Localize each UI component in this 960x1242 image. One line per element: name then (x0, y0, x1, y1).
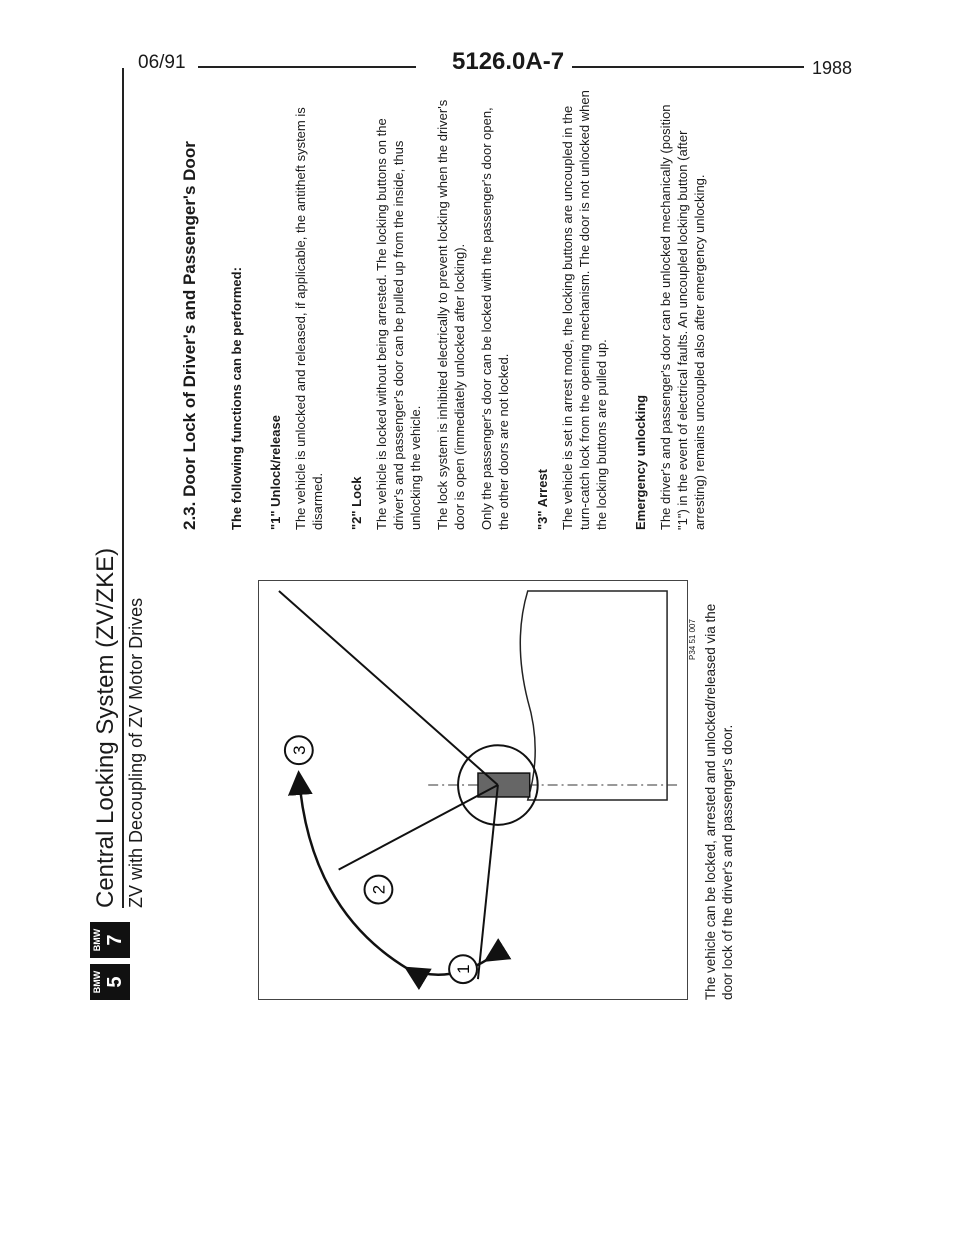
lock-text-2: The lock system is inhibited electrically to prevent locking when the driver's door is open (immediately unlocked after locking). (435, 99, 467, 530)
figure-caption: The vehicle can be locked, arrested and unlocked/released via the door lock of the driver's and passenger's door. (703, 603, 735, 1000)
badge-brand: BMW (92, 970, 102, 994)
header-document-code: 5126.0A-7 (452, 48, 565, 75)
marker-3-label: 3 (289, 745, 309, 755)
unlock-heading: "1" Unlock/release (268, 415, 283, 530)
lock-text-1: The vehicle is locked without being arrested. The locking buttons on the driver's and passenger's door can be pulled up from the inside, thus unlocking the vehicle. (374, 118, 423, 530)
badge-series: 5 (104, 976, 126, 988)
bmw-5-badge (90, 964, 130, 1000)
header-rule-left (198, 66, 416, 68)
section-intro: The following functions can be performed: (229, 267, 244, 530)
badge-series: 7 (104, 934, 126, 946)
key-slot (478, 773, 530, 797)
door-panel-outline (520, 591, 667, 800)
system-subtitle: ZV with Decoupling of ZV Motor Drives (126, 597, 146, 908)
emergency-text: The driver's and passenger's door can be unlocked mechanically (position "1") in the event of electrical faults. An uncoupled locking button (after arresting) remains uncoupled also after emergency unlocking. (658, 104, 707, 530)
marker-1-label: 1 (454, 964, 474, 974)
system-title-rule (122, 68, 124, 908)
rotated-page-body (90, 90, 810, 1000)
radial-line-2 (339, 785, 498, 870)
door-lock-diagram (258, 580, 688, 1000)
header-rule-right (572, 66, 804, 68)
lock-heading: "2" Lock (349, 476, 364, 530)
header-year: 1988 (812, 58, 853, 78)
section-body (228, 90, 718, 530)
arrest-text: The vehicle is set in arrest mode, the locking buttons are uncoupled in the turn-catch lock from the opening mechanism. The door is not unlocked when the locking buttons are pulled up. (560, 90, 609, 530)
door-lock-diagram-svg (259, 581, 687, 999)
unlock-text: The vehicle is unlocked and released, if applicable, the antitheft system is disarmed. (293, 107, 325, 530)
rotation-arc (299, 775, 408, 969)
badge-brand: BMW (92, 928, 102, 952)
emergency-heading: Emergency unlocking (633, 394, 648, 530)
system-title: Central Locking System (ZV/ZKE) (92, 547, 119, 908)
figure-code: P34 51 007 (688, 619, 697, 660)
header-date: 06/91 (138, 52, 186, 73)
lock-text-3: Only the passenger's door can be locked with the passenger's door open, the other doors are not locked. (479, 107, 511, 530)
marker-2-label: 2 (369, 884, 389, 895)
arrest-heading: "3" Arrest (535, 469, 550, 530)
section-title: 2.3. Door Lock of Driver's and Passenger's Door (180, 141, 199, 530)
bmw-7-badge (90, 922, 130, 958)
radial-line-1 (478, 785, 498, 979)
